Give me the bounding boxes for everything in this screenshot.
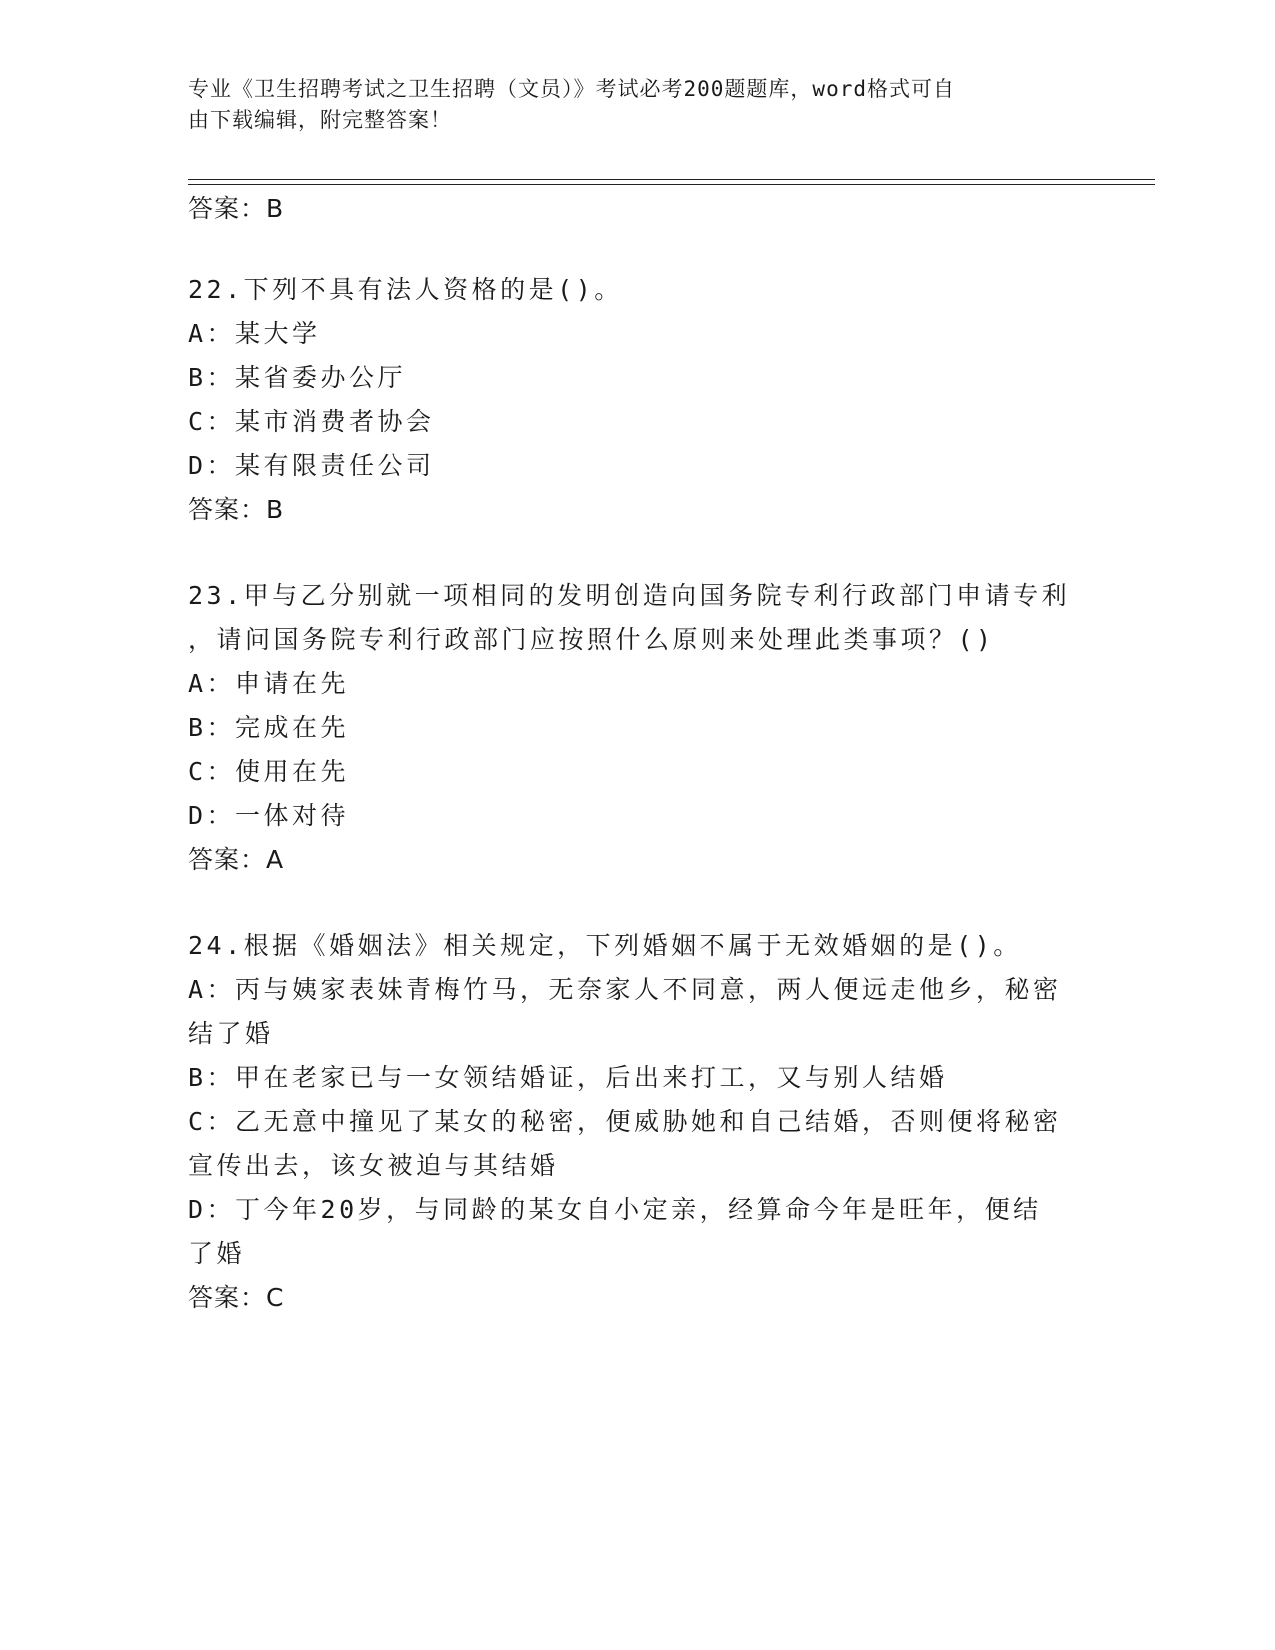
question-22-answer: 答案：B: [188, 495, 285, 524]
question-23-answer: 答案：A: [188, 845, 285, 874]
document-header: [188, 74, 1068, 136]
question-23-stem-line-1: 23.甲与乙分别就一项相同的发明创造向国务院专利行政部门申请专利: [188, 581, 1071, 610]
question-23-option-c: C：使用在先: [188, 757, 350, 786]
question-23-option-b: B：完成在先: [188, 713, 350, 742]
question-22-option-a: A：某大学: [188, 319, 321, 348]
question-24-stem: 24.根据《婚姻法》相关规定，下列婚姻不属于无效婚姻的是()。: [188, 931, 1022, 960]
question-22-option-b: B：某省委办公厅: [188, 363, 407, 392]
question-23-option-d: D：一体对待: [188, 801, 350, 830]
question-24-option-d-line-1: D：丁今年20岁，与同龄的某女自小定亲，经算命今年是旺年，便结: [188, 1195, 1042, 1224]
question-23-option-a: A：申请在先: [188, 669, 350, 698]
question-22-stem: 22.下列不具有法人资格的是()。: [188, 275, 623, 304]
question-24-answer: 答案：C: [188, 1283, 285, 1312]
question-23-stem-line-2: ，请问国务院专利行政部门应按照什么原则来处理此类事项？(): [188, 625, 995, 654]
header-divider-top: [188, 179, 1155, 180]
header-divider-bottom: [188, 184, 1155, 185]
question-24-option-a-line-1: A：丙与姨家表妹青梅竹马，无奈家人不同意，两人便远走他乡，秘密: [188, 975, 1062, 1004]
question-24-option-b: B：甲在老家已与一女领结婚证，后出来打工，又与别人结婚: [188, 1063, 948, 1092]
header-line-1: 专业《卫生招聘考试之卫生招聘（文员）》考试必考200题题库，word格式可自: [188, 77, 955, 101]
question-24-option-c-line-2: 宣传出去，该女被迫与其结婚: [188, 1151, 559, 1180]
answer-prev: 答案：B: [188, 194, 285, 223]
question-24-option-d-line-2: 了婚: [188, 1239, 246, 1268]
question-22-option-c: C：某市消费者协会: [188, 407, 435, 436]
header-line-2: 由下载编辑，附完整答案！: [188, 108, 452, 132]
question-24-option-c-line-1: C：乙无意中撞见了某女的秘密，便威胁她和自己结婚，否则便将秘密: [188, 1107, 1062, 1136]
question-24-option-a-line-2: 结了婚: [188, 1019, 274, 1048]
question-22-option-d: D：某有限责任公司: [188, 451, 435, 480]
